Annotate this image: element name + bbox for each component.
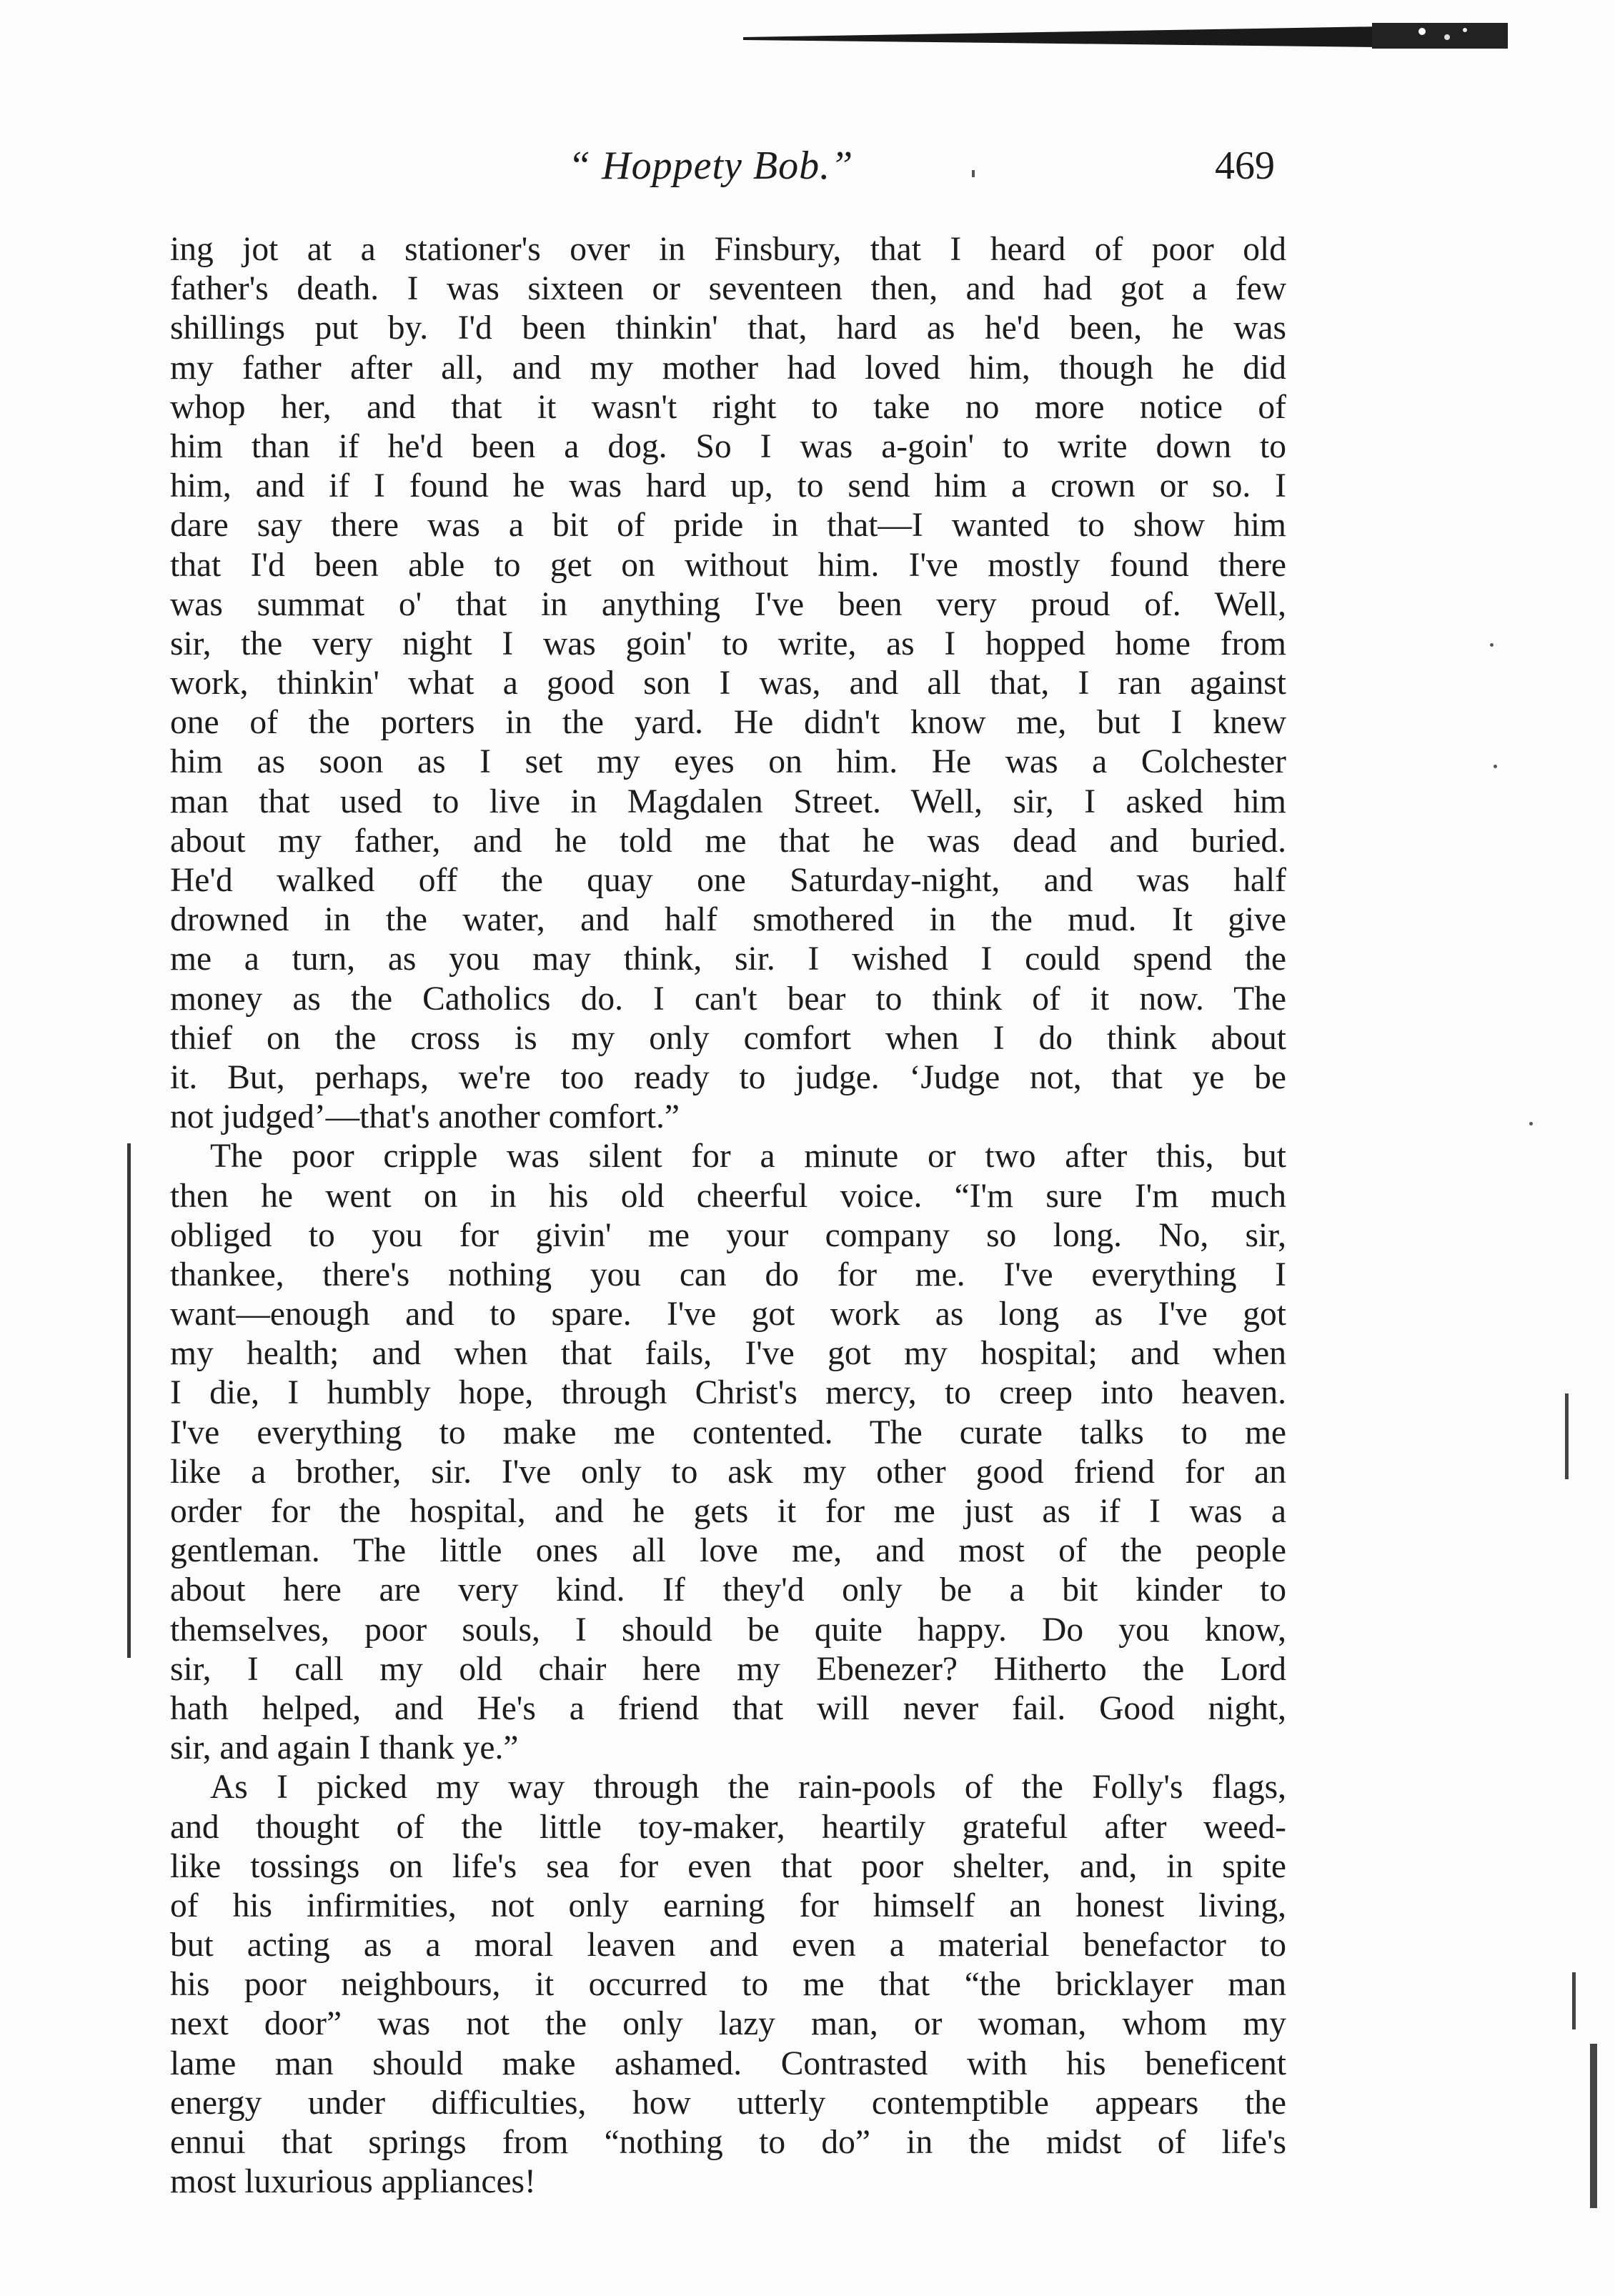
text-line: man that used to live in Magdalen Street. Well, sir, I asked him (170, 782, 1286, 820)
text-line: that I'd been able to get on without him. I've mostly found there (170, 546, 1286, 584)
paragraph (170, 1137, 1286, 1768)
text-line: thankee, there's nothing you can do for me. I've everything I (170, 1256, 1286, 1293)
text-line: energy under difficulties, how utterly contemptible appears the (170, 2084, 1286, 2122)
text-line: my health; and when that fails, I've got my hospital; and when (170, 1335, 1286, 1373)
text-line: about here are very kind. If they'd only be a bit kinder to (170, 1571, 1286, 1609)
margin-speck (1490, 643, 1494, 647)
text-line: father's death. I was sixteen or seventeen then, and had got a few (170, 270, 1286, 308)
text-line: about my father, and he told me that he was dead and buried. (170, 822, 1286, 860)
text-line: him than if he'd been a dog. So I was a-goin' to write down to (170, 427, 1286, 465)
text-line: I've everything to make me contented. The curate talks to me (170, 1413, 1286, 1451)
text-line: want—enough and to spare. I've got work as long as I've got (170, 1296, 1286, 1333)
right-margin-mark (1565, 1393, 1569, 1479)
text-line: was summat o' that in anything I've been very proud of. Well, (170, 585, 1286, 623)
running-title: “ Hoppety Bob.” (568, 144, 854, 188)
text-line: but acting as a moral leaven and even a material benefactor to (170, 1927, 1286, 1964)
text-line: whop her, and that it wasn't right to take no more notice of (170, 388, 1286, 426)
body-text (170, 230, 1286, 2202)
text-line: themselves, poor souls, I should be quite happy. Do you know, (170, 1611, 1286, 1649)
text-line: his poor neighbours, it occurred to me that “the bricklayer man (170, 1966, 1286, 2004)
text-line: like a brother, sir. I've only to ask my other good friend for an (170, 1453, 1286, 1491)
right-margin-mark (1590, 2044, 1597, 2208)
text-line: it. But, perhaps, we're too ready to judge. ‘Judge not, that ye be (170, 1058, 1286, 1096)
text-line: ennui that springs from “nothing to do” in the midst of life's (170, 2124, 1286, 2161)
paragraph (170, 230, 1286, 1137)
right-margin-mark (1572, 1972, 1576, 2029)
text-line: next door” was not the only lazy man, or woman, whom my (170, 2005, 1286, 2043)
text-line: He'd walked off the quay one Saturday-night, and was half (170, 862, 1286, 899)
text-line: most luxurious appliances! (170, 2163, 536, 2201)
margin-speck (1494, 765, 1497, 768)
page-number: 469 (1215, 144, 1275, 188)
text-line: obliged to you for givin' me your company so long. No, sir, (170, 1216, 1286, 1254)
text-line: my father after all, and my mother had loved him, though he did (170, 349, 1286, 387)
text-line: hath helped, and He's a friend that will never fail. Good night, (170, 1689, 1286, 1727)
text-line: like tossings on life's sea for even that poor shelter, and, in spite (170, 1847, 1286, 1885)
text-line: drowned in the water, and half smothered in the mud. It give (170, 901, 1286, 939)
text-line: I die, I humbly hope, through Christ's mercy, to creep into heaven. (170, 1374, 1286, 1412)
text-line: of his infirmities, not only earning for himself an honest living, (170, 1887, 1286, 1924)
top-decorative-rule (743, 21, 1508, 50)
text-line: gentleman. The little ones all love me, and most of the people (170, 1532, 1286, 1570)
text-line: lame man should make ashamed. Contrasted with his beneficent (170, 2044, 1286, 2082)
margin-speck (1529, 1122, 1533, 1125)
text-line: then he went on in his old cheerful voice. “I'm sure I'm much (170, 1177, 1286, 1215)
text-line: As I picked my way through the rain-pools of the Folly's flags, (210, 1769, 1286, 1807)
text-line: him, and if I found he was hard up, to send him a crown or so. I (170, 467, 1286, 505)
left-margin-mark (127, 1143, 131, 1658)
text-line: and thought of the little toy-maker, heartily grateful after weed- (170, 1808, 1286, 1846)
text-line: order for the hospital, and he gets it for me just as if I was a (170, 1493, 1286, 1530)
text-line: sir, I call my old chair here my Ebenezer? Hitherto the Lord (170, 1650, 1286, 1688)
header-speck (972, 170, 975, 177)
text-line: work, thinkin' what a good son I was, and all that, I ran against (170, 665, 1286, 702)
text-line: me a turn, as you may think, sir. I wished I could spend the (170, 940, 1286, 978)
text-line: one of the porters in the yard. He didn't know me, but I knew (170, 704, 1286, 742)
paragraph (170, 1768, 1286, 2202)
text-line: ing jot at a stationer's over in Finsbury, that I heard of poor old (170, 231, 1286, 268)
text-line: The poor cripple was silent for a minute or two after this, but (210, 1138, 1286, 1176)
text-line: thief on the cross is my only comfort when I do think about (170, 1019, 1286, 1057)
text-line: him as soon as I set my eyes on him. He was a Colchester (170, 743, 1286, 781)
text-line: money as the Catholics do. I can't bear to think of it now. The (170, 980, 1286, 1018)
text-line: sir, the very night I was goin' to write, as I hopped home from (170, 625, 1286, 662)
text-line: not judged’—that's another comfort.” (170, 1098, 680, 1136)
text-line: sir, and again I thank ye.” (170, 1729, 519, 1767)
text-line: dare say there was a bit of pride in that—I wanted to show him (170, 507, 1286, 545)
text-line: shillings put by. I'd been thinkin' that, hard as he'd been, he was (170, 309, 1286, 347)
